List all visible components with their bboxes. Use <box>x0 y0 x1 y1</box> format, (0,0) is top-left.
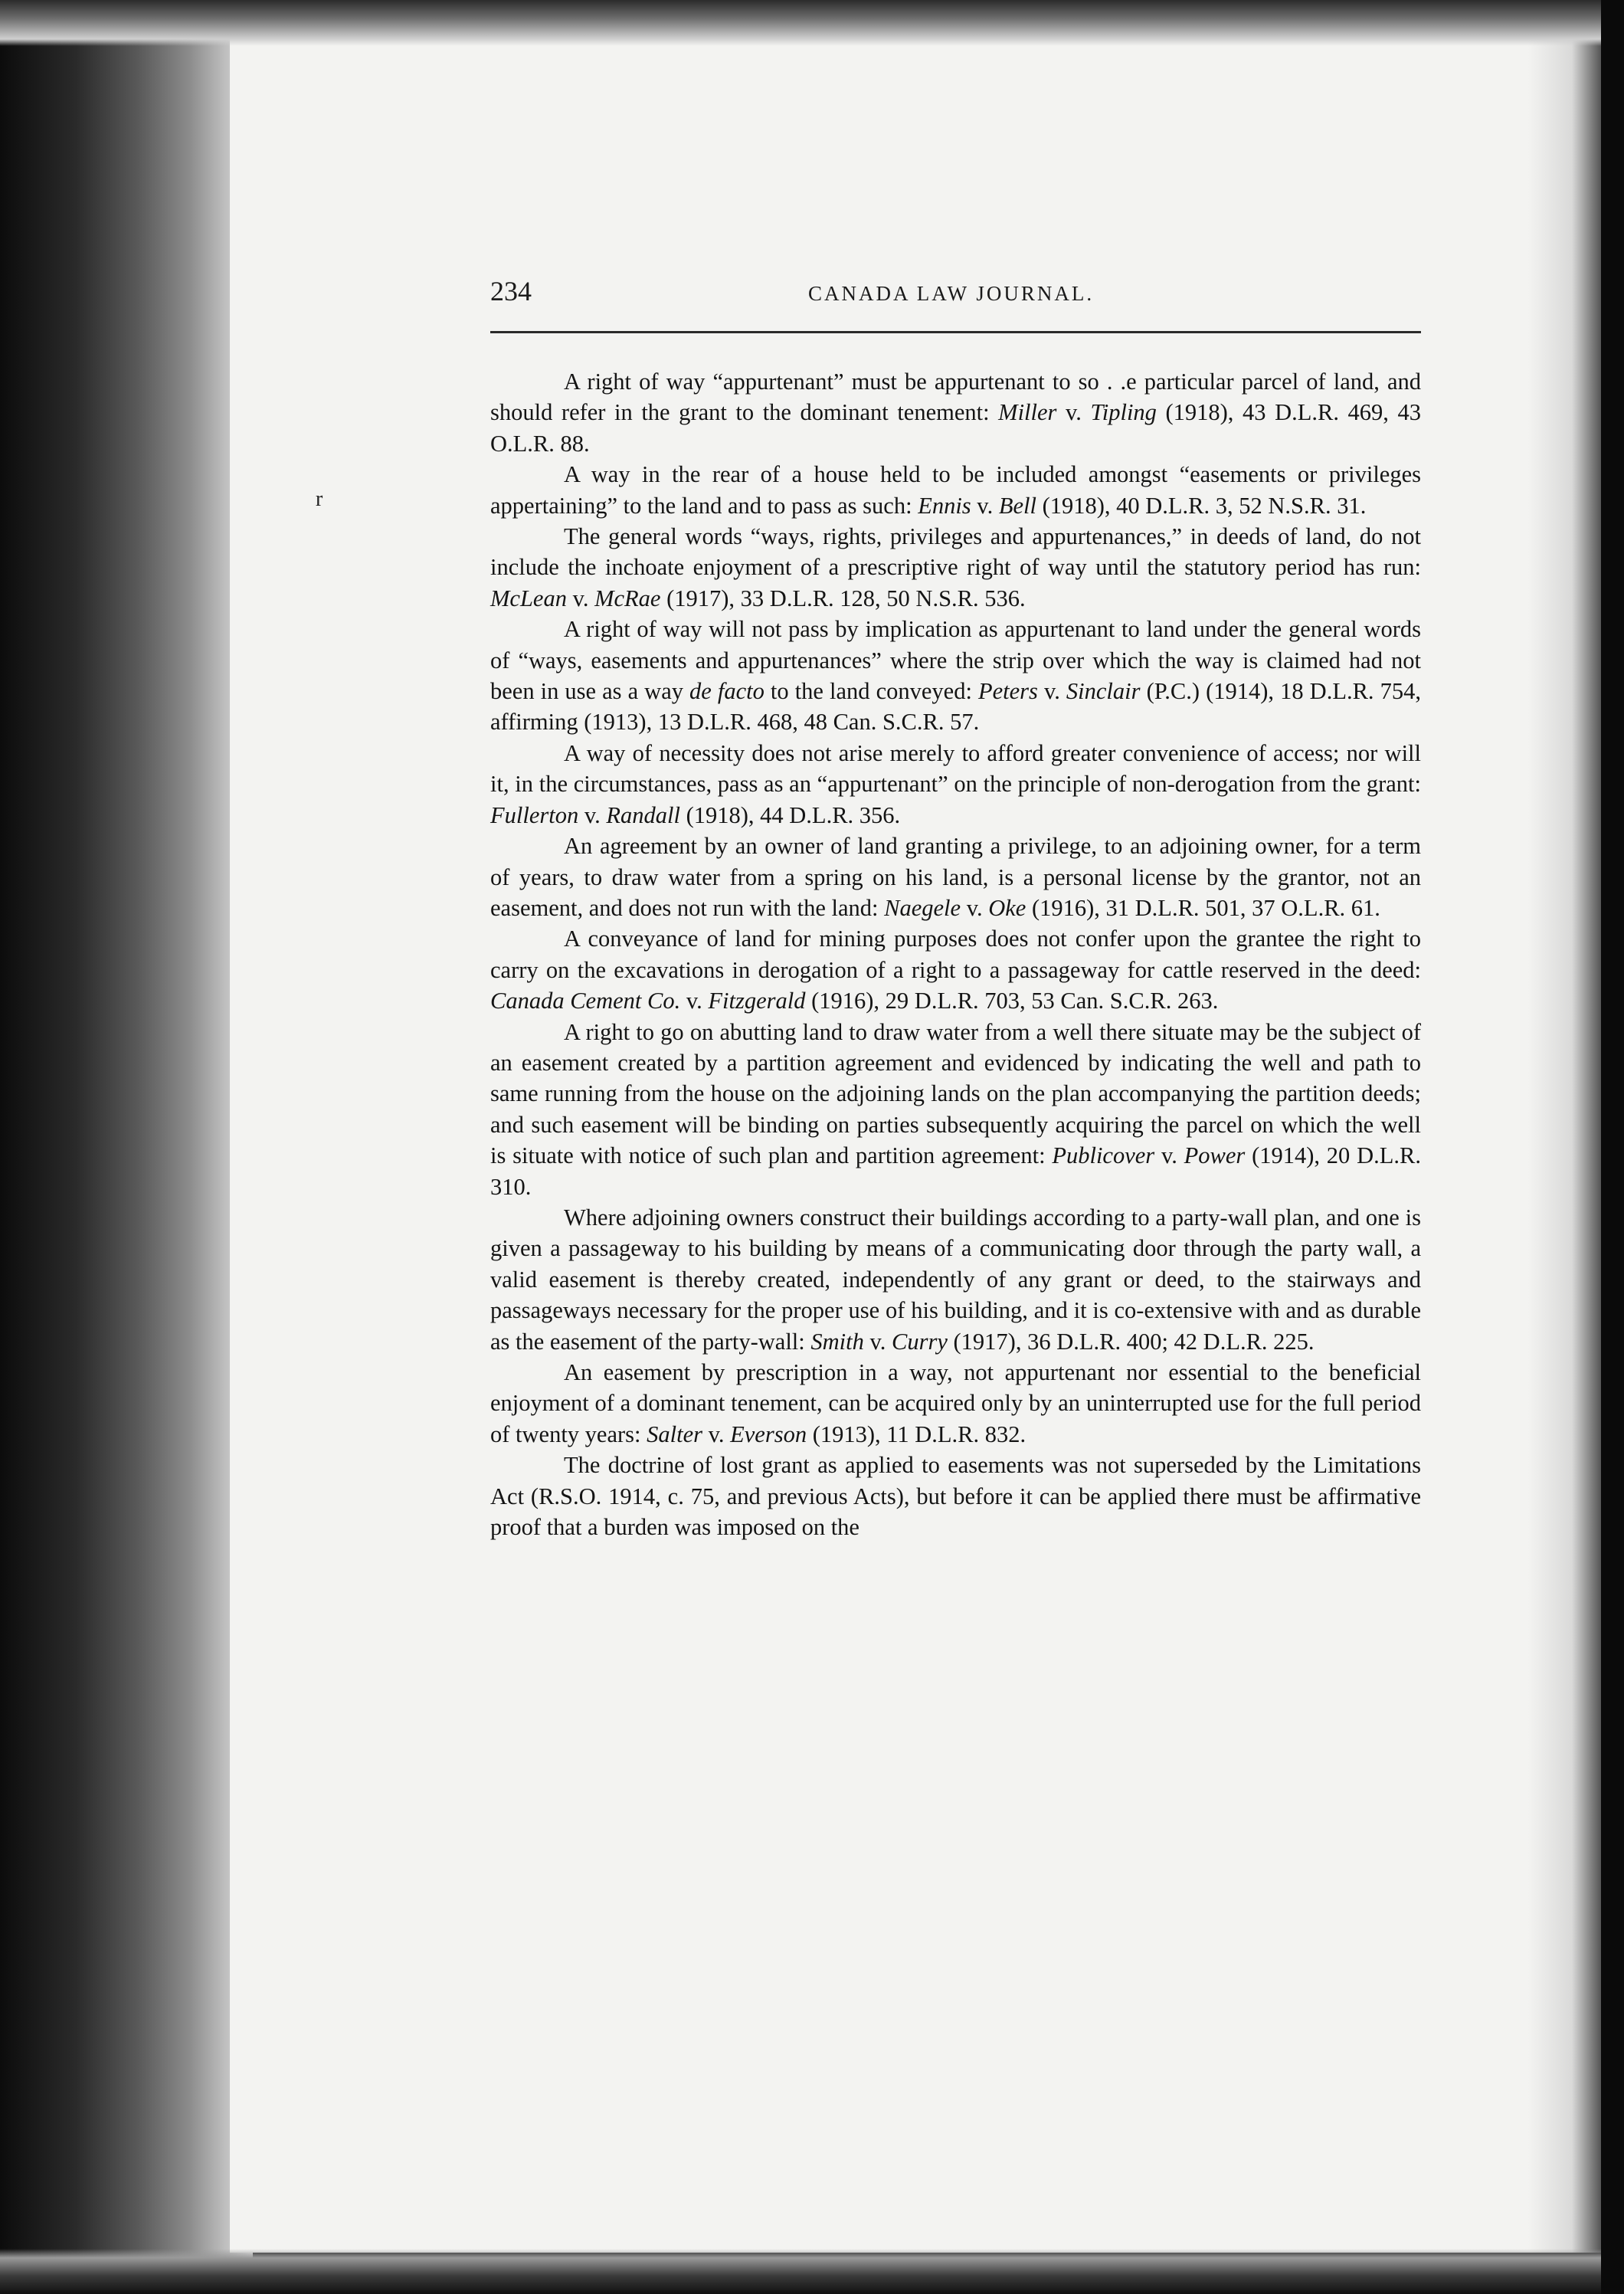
text-run: v. <box>680 988 709 1014</box>
text-run: The doctrine of lost grant as applied to easements was not superseded by the Limitations Act (R.S.O. 1914, c. 75, and previous Acts), but before it can be applied there must be affirmative proof that a burden was imposed on the <box>490 1452 1421 1541</box>
case-name: Everson <box>730 1421 807 1447</box>
case-name: Canada Cement Co. <box>490 988 681 1014</box>
case-name: Salter <box>647 1421 702 1447</box>
text-run: v. <box>702 1421 731 1447</box>
page-header <box>490 277 1421 323</box>
paragraph <box>490 831 1421 923</box>
text-run: v. <box>863 1328 892 1355</box>
scanner-binding-shadow <box>0 0 253 2294</box>
text-run: A right of way “appurtenant” must be appurtenant to so . .e particular parcel of land, and should refer in the grant to the dominant tenement: <box>490 369 1421 426</box>
margin-mark: r <box>316 487 323 511</box>
text-run: A right to go on abutting land to draw water from a well there situate may be the subject of an easement created by a partition agreement and evidenced by indicating the well and path to same running from the house on the adjoining lands on the plan accompanying the partition deeds; and such easement will be binding on parties subsequently acquiring the parcel on which the well is situate with notice of such plan and partition agreement: <box>490 1018 1421 1169</box>
case-name: Bell <box>998 492 1036 519</box>
scanner-top-edge <box>0 0 1624 46</box>
text-run: (1916), 29 D.L.R. 703, 53 Can. S.C.R. 263. <box>805 988 1219 1014</box>
text-run: A way of necessity does not arise merely to afford greater convenience of access; nor will it, in the circumstances, pass as an “appurtenant” on the principle of non-derogation from the grant: <box>490 739 1421 798</box>
case-name: Peters <box>977 678 1038 705</box>
text-run: An agreement by an owner of land granting a privilege, to an adjoining owner, for a term of years, to draw water from a spring on his land, is a personal license by the grantor, not an easement, and does not run with the land: <box>490 833 1421 921</box>
text-run: (1913), 11 D.L.R. 832. <box>807 1421 1026 1447</box>
text-run: A way in the rear of a house held to be included amongst “easements or privileges appertaining” to the land and to pass as such: <box>490 461 1421 519</box>
text-run: (1918), 40 D.L.R. 3, 52 N.S.R. 31. <box>1036 492 1367 519</box>
case-name: Curry <box>892 1328 948 1355</box>
paragraph <box>490 738 1421 831</box>
paragraph <box>490 923 1421 1016</box>
paragraph <box>490 1202 1421 1357</box>
text-run: v. <box>1154 1142 1184 1169</box>
page-edge-shadow <box>1528 31 1601 2253</box>
scanner-right-edge <box>1601 0 1624 2294</box>
text-run: (P.C.) (1914), 18 D.L.R. 754, affirming (1913), 13 D.L.R. 468, 48 Can. S.C.R. 57. <box>490 678 1421 736</box>
paragraph <box>490 459 1421 521</box>
case-name: Power <box>1184 1142 1246 1169</box>
case-name: Oke <box>988 894 1026 921</box>
text-run: (1917), 33 D.L.R. 128, 50 N.S.R. 536. <box>660 585 1026 611</box>
text-run: (1918), 43 D.L.R. 469, 43 O.L.R. 88. <box>490 399 1421 457</box>
paragraph <box>490 1357 1421 1450</box>
text-run: A conveyance of land for mining purposes does not confer upon the grantee the right to carry on the excavations in derogation of a right to a passageway for cattle reserved in the deed: <box>490 926 1421 983</box>
text-run: v. <box>971 492 999 519</box>
paragraph <box>490 614 1421 738</box>
text-run: A right of way will not pass by implication as appurtenant to land under the general words of “ways, easements and appurtenances” where the strip over which the way is claimed had not been in use as a way <box>490 616 1421 705</box>
case-name: McLean <box>490 585 567 611</box>
case-name: Naegele <box>884 894 961 921</box>
case-name: Publicover <box>1052 1142 1155 1169</box>
text-run: (1918), 44 D.L.R. 356. <box>679 801 901 828</box>
paragraph <box>490 521 1421 614</box>
text-run: (1914), 20 D.L.R. 310. <box>490 1142 1421 1200</box>
text-run: The general words “ways, rights, privileges and appurtenances,” in deeds of land, do not include the inchoate enjoyment of a prescriptive right of way until the statutory period has run: <box>490 523 1421 581</box>
scanner-bottom-edge <box>0 2249 1624 2294</box>
text-run: Where adjoining owners construct their buildings according to a party-wall plan, and one is given a passageway to his building by means of a communicating door through the party wall, a valid easement is thereby created, independently of any grant or deed, to the stairways and passageways necessary for the proper use of his building, and it is co-extensive with and as durable as the easement of the party-wall: <box>490 1204 1421 1355</box>
body-text <box>490 366 1421 1542</box>
text-run: An easement by prescription in a way, not appurtenant nor essential to the beneficial enjoyment of a dominant tenement, can be acquired only by an uninterrupted use for the full period of twenty years: <box>490 1359 1421 1447</box>
text-run: v. <box>961 894 989 921</box>
header-rule <box>490 331 1421 333</box>
running-head: CANADA LAW JOURNAL. <box>808 282 1095 305</box>
paragraph <box>490 366 1421 459</box>
text-run: (1916), 31 D.L.R. 501, 37 O.L.R. 61. <box>1026 894 1380 921</box>
text-run: to the land conveyed: <box>764 678 978 705</box>
case-name: Tipling <box>1090 399 1157 426</box>
case-name: Randall <box>606 801 680 828</box>
case-name: Ennis <box>918 492 971 519</box>
paragraph <box>490 1450 1421 1542</box>
paragraph <box>490 1017 1421 1202</box>
text-run: v. <box>1056 399 1091 426</box>
text-run: (1917), 36 D.L.R. 400; 42 D.L.R. 225. <box>947 1328 1315 1355</box>
case-name: Fullerton <box>490 801 579 828</box>
case-name: Smith <box>810 1328 864 1355</box>
page-number: 234 <box>490 276 532 306</box>
text-run: v. <box>566 585 595 611</box>
case-name: Fitzgerald <box>708 988 806 1014</box>
case-name: McRae <box>594 585 661 611</box>
text-run: v. <box>1037 678 1066 705</box>
case-name: Sinclair <box>1066 678 1141 705</box>
text-run: v. <box>578 801 607 828</box>
case-name: Miller <box>998 399 1057 426</box>
case-name: de facto <box>689 678 765 705</box>
